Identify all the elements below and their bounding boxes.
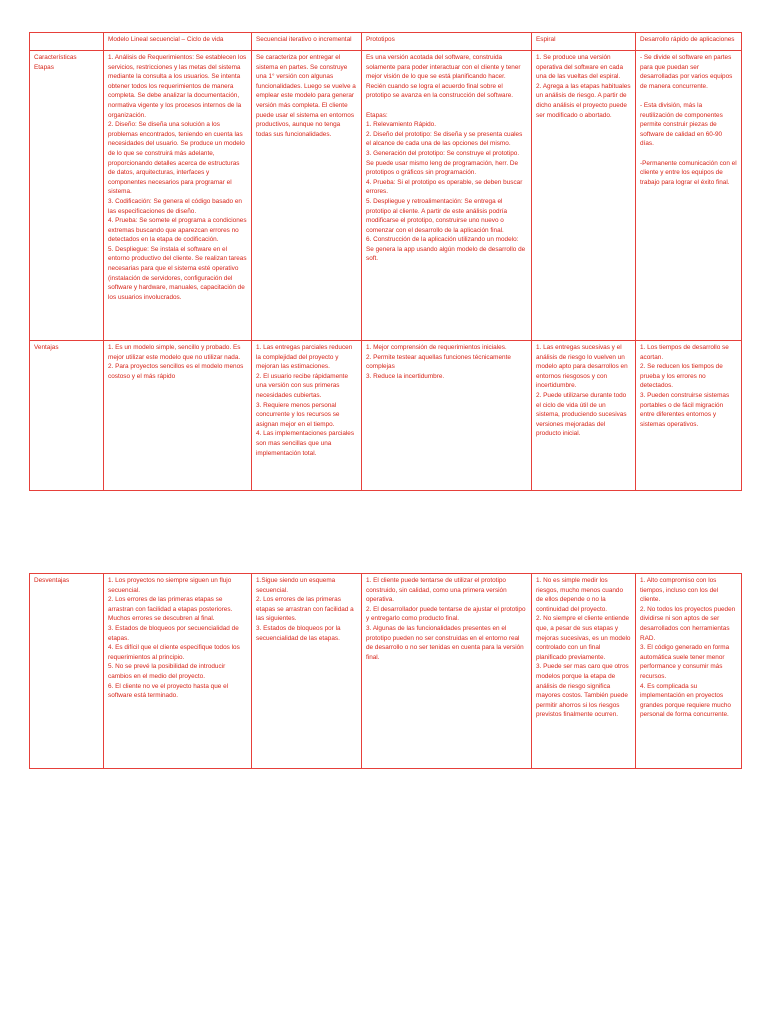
- cell-desventajas-prototipos: 1. El cliente puede tentarse de utilizar el prototipo construido, sin calidad, como una primera versión operativa. 2. El desarrollador puede tentarse de ajustar el prototipo y entregarlo como producto final. 3. Algunas de las funcionalidades presentes en el prototipo pueden no ser construidas en el entorno real de desarrollo o no ser tenidas en cuenta para la versión final.: [362, 574, 532, 769]
- row-label-ventajas: Ventajas: [30, 341, 104, 491]
- cell-desventajas-espiral: 1. No es simple medir los riesgos, mucho menos cuando de ellos depende o no la continuidad del proyecto. 2. No siempre el cliente entiende que, a pesar de sus etapas y mejoras sucesivas, es un modelo controlado con un final planificado previamente. 3. Puede ser mas caro que otros modelos porque la etapa de análisis de riesgo significa mayores costos. También puede permitir ahorros si los riesgos previstos finalmente ocurren.: [532, 574, 636, 769]
- cell-desventajas-incremental: 1.Sigue siendo un esquema secuencial. 2. Los errores de las primeras etapas se arrastran con facilidad a las siguientes. 3. Estados de bloqueos por la secuencialidad de las etapas.: [252, 574, 362, 769]
- comparison-table-desventajas: [29, 573, 742, 769]
- cell-ventajas-lineal: 1. Es un modelo simple, sencillo y probado. Es mejor utilizar este modelo que no utilizar nada. 2. Para proyectos sencillos es el modelo menos costoso y el más rápido: [104, 341, 252, 491]
- row-desventajas: [30, 574, 742, 769]
- cell-desventajas-lineal: 1. Los proyectos no siempre siguen un flujo secuencial. 2. Los errores de las primeras etapas se arrastran con facilidad a etapas posteriores. Muchos errores se descubren al final. 3. Estados de bloqueos por secuencialidad de etapas. 4. Es difícil que el cliente especifique todos los requerimientos al principio. 5. No se prevé la posibilidad de introducir cambios en el medio del proyecto. 6. El cliente no ve el proyecto hasta que el software está terminado.: [104, 574, 252, 769]
- cell-caracteristicas-incremental: Se caracteriza por entregar el sistema en partes. Se construye una 1° versión con algunas funcionalidades. Luego se vuelve a emplear este modelo para generar versión más completa. El cliente puede usar el sistema en entornos productivos, aunque no tenga todas sus funcionalidades.: [252, 51, 362, 341]
- row-ventajas: [30, 341, 742, 491]
- header-row: [30, 33, 742, 51]
- header-prototipos: Prototipos: [362, 33, 532, 51]
- cell-ventajas-incremental: 1. Las entregas parciales reducen la complejidad del proyecto y mejoran las estimaciones. 2. El usuario recibe rápidamente una versión con sus primeras necesidades cubiertas. 3. Requiere menos personal concurrente y los recursos se asignan mejor en el tiempo. 4. Las implementaciones parciales son mas sencillas que una implementación total.: [252, 341, 362, 491]
- header-iterativo-incremental: Secuencial iterativo o incremental: [252, 33, 362, 51]
- row-label-desventajas: Desventajas: [30, 574, 104, 769]
- header-lineal-secuencial: Modelo Lineal secuencial – Ciclo de vida: [104, 33, 252, 51]
- row-label-caracteristicas: Características Etapas: [30, 51, 104, 341]
- cell-caracteristicas-lineal: 1. Análisis de Requerimientos: Se establecen los servicios, restricciones y las metas del sistema mediante la consulta a los usuarios. Se intenta obtener todos los requerimientos de manera completa. Se debe analizar la documentación, normativa vigente y los procesos internos de la organización. 2. Diseño: Se diseña una solución a los problemas encontrados, teniendo en cuenta las necesidades del usuario. Se produce un modelo de lo que se construirá más adelante, proporcionando detalles acerca de estructuras de datos, arquitecturas, interfaces y componentes necesarios para programar el sistema. 3. Codificación: Se genera el código basado en las especificaciones de diseño. 4. Prueba: Se somete el programa a condiciones extremas buscando que aparezcan errores no detectados en la etapa de codificación. 5. Despliegue: Se instala el software en el entorno productivo del cliente. Se realizan tareas necesarias para que el sistema esté operativo (instalación de servidores, configuración del software y hardware, manuales, capacitación de los usuarios involucrados.: [104, 51, 252, 341]
- cell-desventajas-rad: 1. Alto compromiso con los tiempos, incluso con los del cliente. 2. No todos los proyectos pueden dividirse ni son aptos de ser desarrollados con herramientas RAD. 3. El código generado en forma automática suele tener menor performance y consumir más recursos. 4. Es complicada su implementación en proyectos grandes porque requiere mucho personal de forma concurrente.: [636, 574, 742, 769]
- cell-ventajas-rad: 1. Los tiempos de desarrollo se acortan. 2. Se reducen los tiempos de prueba y los errores no detectados. 3. Pueden construirse sistemas portables o de fácil migración entre diferentes entornos y sistemas operativos.: [636, 341, 742, 491]
- cell-ventajas-prototipos: 1. Mejor comprensión de requerimientos iniciales. 2. Permite testear aquellas funciones técnicamente complejas 3. Reduce la incertidumbre.: [362, 341, 532, 491]
- row-caracteristicas: [30, 51, 742, 341]
- header-espiral: Espiral: [532, 33, 636, 51]
- header-desarrollo-rapido: Desarrollo rápido de aplicaciones: [636, 33, 742, 51]
- cell-caracteristicas-prototipos: Es una versión acotada del software, construida solamente para poder interactuar con el cliente y tener mejor visión de lo que se está planificando hacer. Recién cuando se logra el acuerdo final sobre el prototipo se avanza en la construcción del software. Etapas: 1. Relevamiento Rápido. 2. Diseño del prototipo: Se diseña y se presenta cuales el alcance de cada una de las opciones del mismo. 3. Generación del prototipo: Se construye el prototipo. Se puede usar mismo leng de programación, herr. De prototipos o gráficos sin programación. 4. Prueba: Si el prototipo es operable, se deben buscar errores. 5. Despliegue y retroalimentación: Se entrega el prototipo al cliente. A partir de este análisis podría modificarse el prototipo, construirse uno nuevo o comenzar con el desarrollo de la aplicación final. 6. Construcción de la aplicación utilizando un modelo: Se genera la app usando algún modelo de desarrollo de soft.: [362, 51, 532, 341]
- cell-ventajas-espiral: 1. Las entregas sucesivas y el análisis de riesgo lo vuelven un modelo apto para desarrollos en entornos riesgosos y con incertidumbre. 2. Puede utilizarse durante todo el ciclo de vida útil de un sistema, produciendo sucesivas versiones mejoradas del producto inicial.: [532, 341, 636, 491]
- cell-caracteristicas-espiral: 1. Se produce una versión operativa del software en cada una de las vueltas del espiral. 2. Agrega a las etapas habituales un análisis de riesgo. A partir de dicho análisis el proyecto puede ser modificado o abortado.: [532, 51, 636, 341]
- header-cell-empty: [30, 33, 104, 51]
- cell-caracteristicas-rad: - Se divide el software en partes para que puedan ser desarrolladas por varios equipos de manera concurrente. - Esta división, más la reutilización de componentes permite construir piezas de software de calidad en 60-90 días. -Permanente comunicación con el cliente y entre los equipos de trabajo para lograr el éxito final.: [636, 51, 742, 341]
- comparison-table-main: [29, 32, 742, 491]
